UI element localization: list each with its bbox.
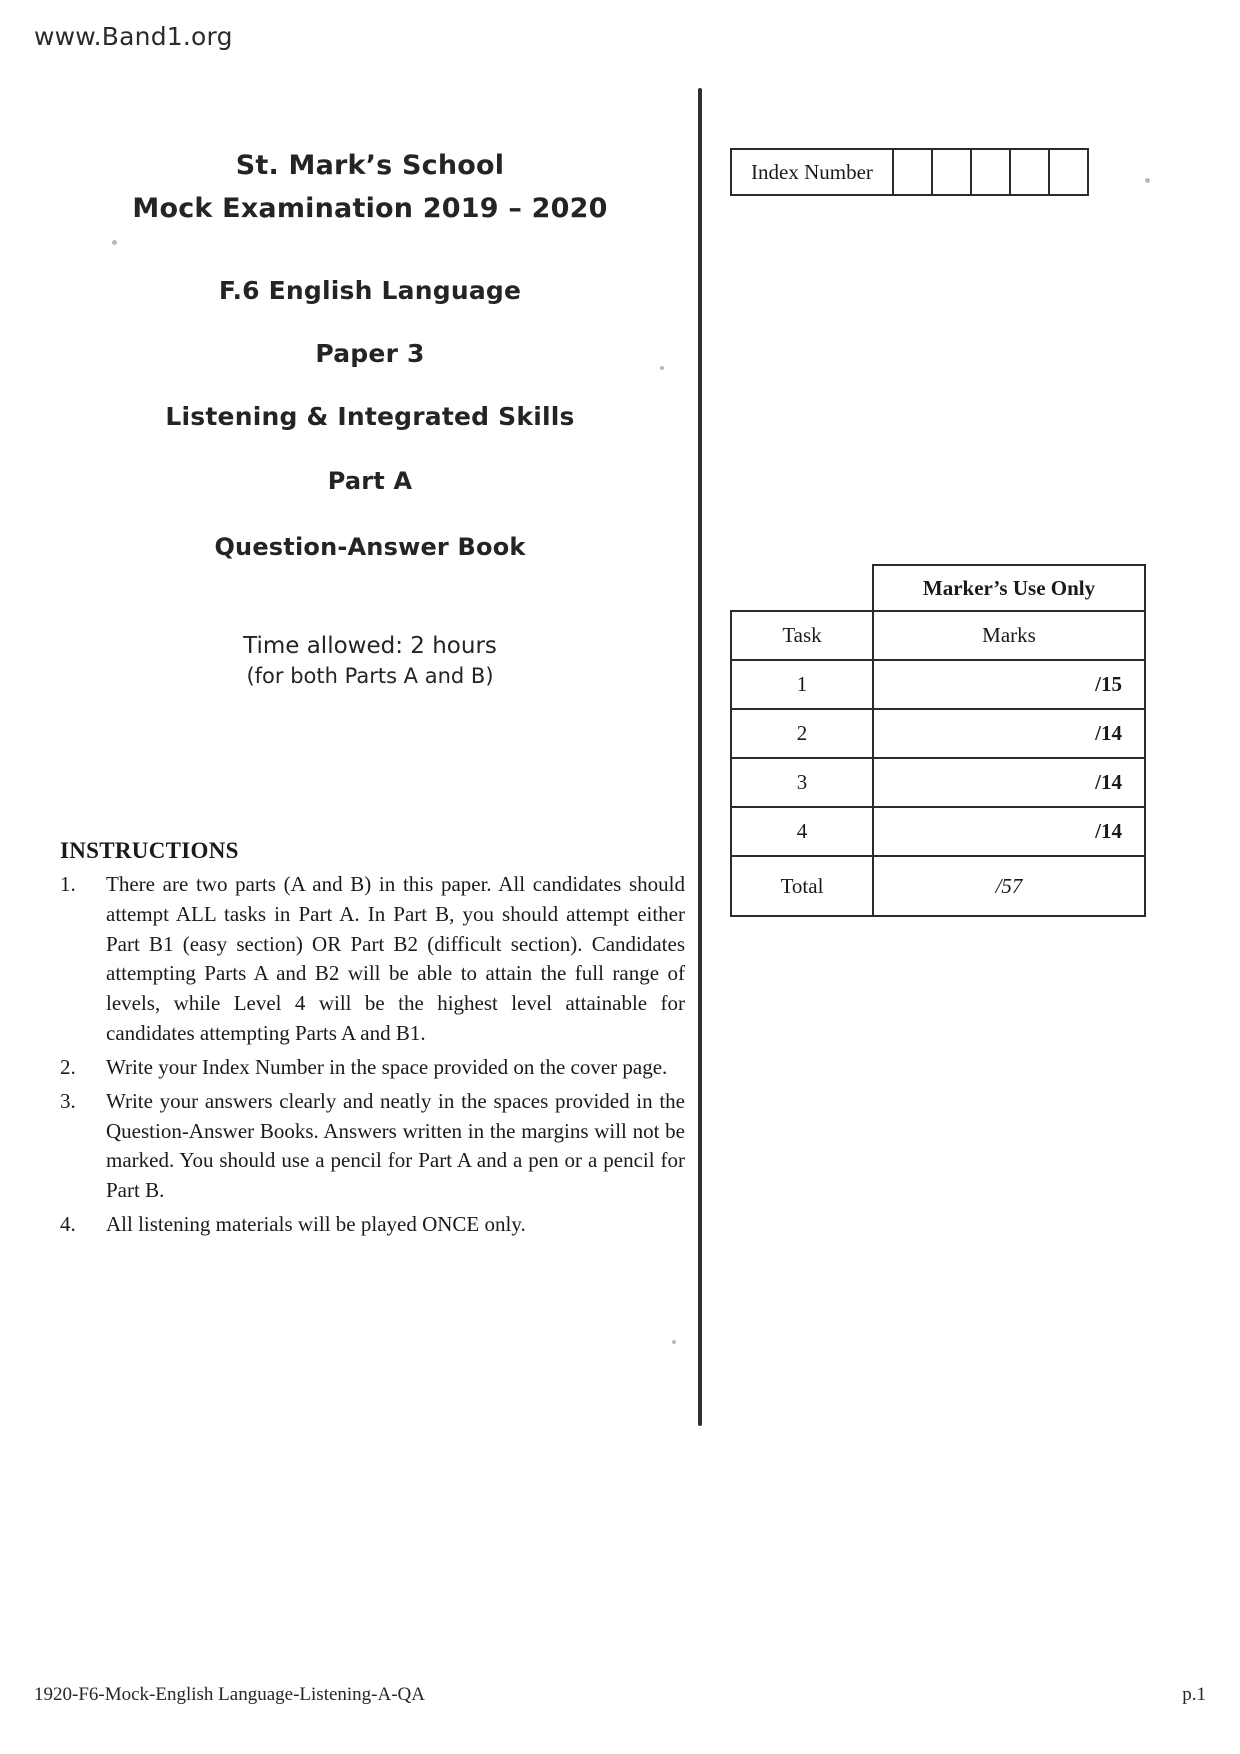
list-item [60,1210,685,1240]
task-marks[interactable]: /15 [873,660,1145,709]
site-url-watermark: www.Band1.org [34,22,233,51]
task-marks[interactable]: /14 [873,709,1145,758]
list-item [60,1053,685,1083]
cover-title-block [60,150,680,690]
index-number-input-cell[interactable] [894,150,933,194]
instruction-number: 3. [60,1088,76,1113]
scan-speck [112,240,117,245]
scan-speck [672,1340,676,1344]
list-item [60,1087,685,1206]
document-code: 1920-F6-Mock-English Language-Listening-A-QA [34,1684,426,1705]
scan-speck [1145,178,1150,183]
instruction-text: There are two parts (A and B) in this paper. All candidates should attempt ALL tasks in Part A. In Part B, you should attempt either Part B1 (easy section) OR Part B2 (difficult section). Candidates attempting Parts A and B2 will be able to attain the full range of levels, while Level 4 will be the highest level attainable for candidates attempting Parts A and B1. [106,872,685,1046]
instructions-list [60,870,685,1240]
index-number-input-cell[interactable] [933,150,972,194]
instruction-number: 2. [60,1054,76,1079]
task-number: 1 [731,660,873,709]
paper-number: Paper 3 [315,339,425,368]
index-number-input-cell[interactable] [1011,150,1050,194]
table-row [731,709,1145,758]
column-header-marks: Marks [873,611,1145,660]
instruction-text: All listening materials will be played ONCE only. [106,1211,526,1236]
instruction-number: 1. [60,872,76,896]
task-marks[interactable]: /14 [873,758,1145,807]
instruction-text: Write your Index Number in the space provided on the cover page. [106,1054,668,1079]
book-type: Question-Answer Book [214,533,526,561]
index-number-box [730,148,1089,196]
instructions-section [60,838,685,1244]
table-row [731,807,1145,856]
instructions-heading: INSTRUCTIONS [60,838,239,863]
total-marks[interactable]: /57 [873,856,1145,916]
time-allowed: Time allowed: 2 hours [243,633,497,659]
exam-name: Mock Examination 2019 – 2020 [132,193,608,224]
index-number-input-cell[interactable] [972,150,1011,194]
subject-title: F.6 English Language [218,276,522,305]
paper-part: Part A [327,467,413,495]
index-number-input-cell[interactable] [1050,150,1087,194]
school-name: St. Mark’s School [235,150,505,181]
task-number: 4 [731,807,873,856]
time-allowed-block [60,631,680,690]
paper-skills: Listening & Integrated Skills [165,402,575,431]
page-footer [34,1684,1206,1706]
empty-corner-cell [731,565,873,611]
instruction-text: Write your answers clearly and neatly in the spaces provided in the Question-Answer Books. Answers written in the margins will not be marked. You should use a pencil for Part A and a pen or a pencil for Part B. [106,1088,685,1203]
task-number: 3 [731,758,873,807]
instruction-number: 4. [60,1211,76,1236]
markers-use-table [730,564,1146,917]
column-header-task: Task [731,611,873,660]
table-row-total [731,856,1145,916]
task-number: 2 [731,709,873,758]
index-number-label: Index Number [732,150,894,194]
page-number: p.1 [1182,1684,1206,1705]
vertical-divider-line [698,88,702,1426]
total-label: Total [731,856,873,916]
task-marks[interactable]: /14 [873,807,1145,856]
list-item [60,870,685,1049]
table-row [731,565,1145,611]
time-note: (for both Parts A and B) [246,664,494,689]
scan-speck [660,366,664,370]
markers-use-title: Marker’s Use Only [873,565,1145,611]
table-row [731,758,1145,807]
table-row [731,660,1145,709]
table-row [731,611,1145,660]
